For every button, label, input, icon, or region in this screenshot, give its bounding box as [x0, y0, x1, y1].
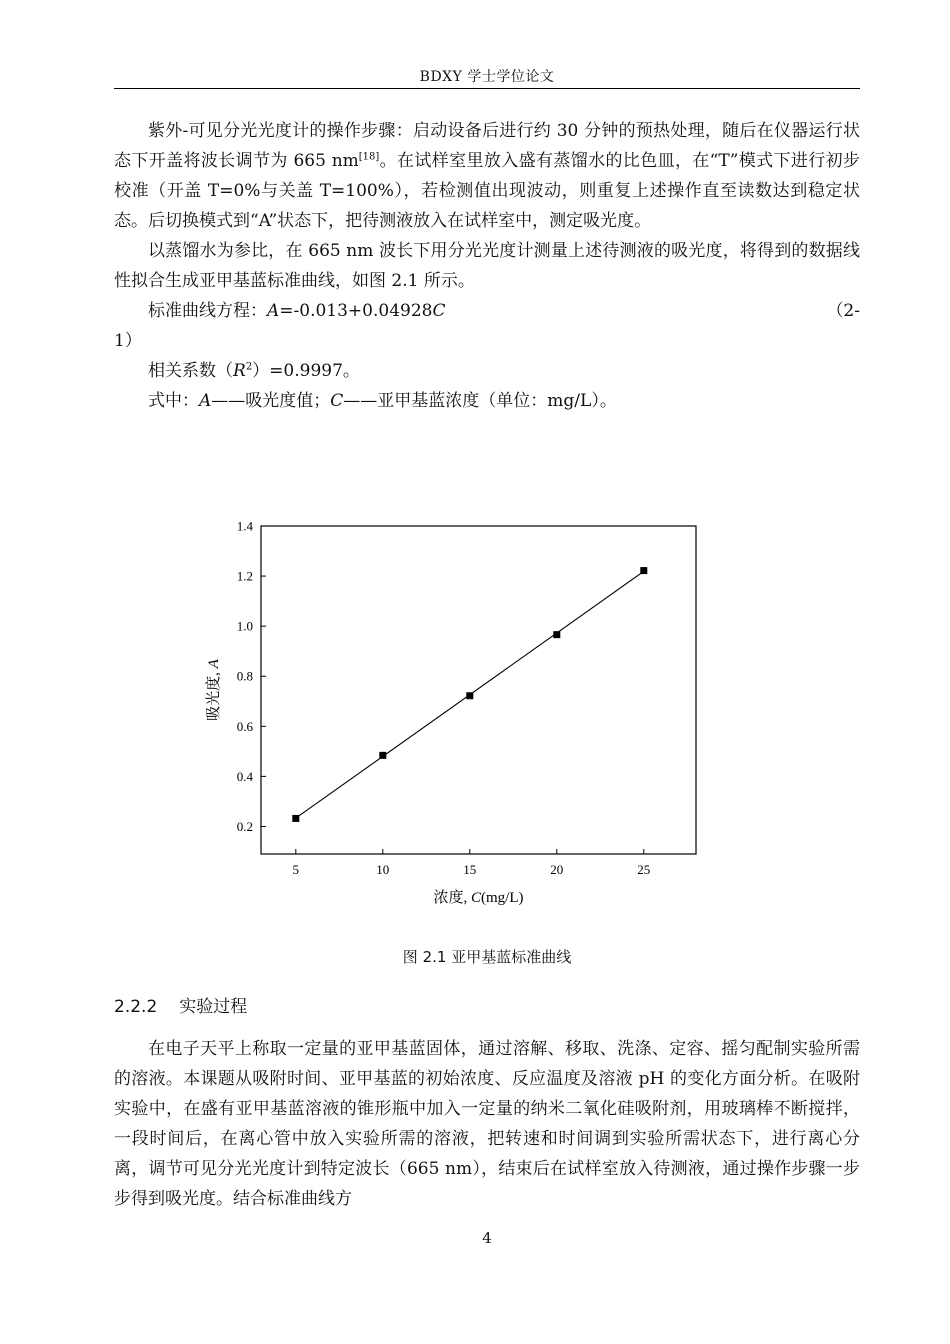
body-top — [114, 116, 860, 416]
x-tick-label: 5 — [292, 862, 300, 877]
data-point — [466, 692, 473, 699]
definition-a-desc: ——吸光度值； — [211, 391, 331, 411]
definition-c: C — [330, 391, 344, 411]
data-point — [379, 752, 386, 759]
paragraph-uv-procedure — [114, 116, 860, 236]
paragraph-experiment: 在电子天平上称取一定量的亚甲基蓝固体，通过溶解、移取、洗涤、定容、摇匀配制实验所需的溶液。本课题从吸附时间、亚甲基蓝的初始浓度、反应温度及溶液 pH 的变化方面分析。在吸附实验中，在盛有亚甲基蓝溶液的锥形瓶中加入一定量的纳米二氧化硅吸附剂，用玻璃棒不断搅拌，一段时间后，在离心管中放入实验所需的溶液，把转速和时间调到实验所需状态下，进行离心分离，调节可见分光光度计到特定波长（665 nm），结束后在试样室放入待测液，通过操作步骤一步步得到吸光度。结合标准曲线方 — [114, 1039, 860, 1209]
x-tick-label: 10 — [376, 862, 390, 877]
equation-var-c: C — [432, 301, 446, 321]
standard-curve-figure — [200, 510, 720, 910]
definition-c-desc: ——亚甲基蓝浓度（单位：mg/L）。 — [343, 391, 617, 411]
equation-label: 标准曲线方程： — [148, 301, 267, 321]
definition-a: A — [199, 391, 212, 411]
paragraph-reference: 以蒸馏水为参比，在 665 nm 波长下用分光光度计测量上述待测液的吸光度，将得到的数据线性拟合生成亚甲基蓝标准曲线，如图 2.1 所示。 — [114, 241, 860, 291]
section-title: 实验过程 — [179, 997, 248, 1017]
x-tick-label: 15 — [463, 862, 477, 877]
paragraph-text: 。在试样室里放入盛有蒸馏水的比色皿，在“T”模式下进行初步校准（开盖 T=0%与关盖 T=100%），若检测值出现波动，则重复上述操作直至读数达到稳定状态。后切换模式到“A”状态下，把待测液放入在试样室中，测定吸光度。 — [114, 151, 860, 231]
y-tick-label: 1.4 — [236, 518, 253, 534]
x-tick-label: 25 — [637, 862, 651, 877]
equation-number: （2- — [826, 301, 860, 321]
y-tick-label: 0.2 — [236, 818, 253, 834]
y-tick-label: 1.0 — [236, 618, 253, 634]
page-header: BDXY 学士学位论文 — [419, 69, 555, 85]
definition-line — [114, 386, 860, 416]
y-axis-label: 吸光度, A — [206, 659, 222, 721]
correlation-value: ）=0.9997。 — [252, 361, 360, 381]
equation-number-cont: 1） — [114, 331, 142, 351]
equation-expr: =-0.013+0.04928 — [279, 301, 433, 321]
standard-curve-chart — [200, 510, 720, 910]
header-rule — [114, 88, 860, 89]
correlation-line — [114, 356, 860, 386]
correlation-label: 相关系数（ — [148, 361, 233, 381]
equation-line — [114, 296, 860, 326]
data-point — [640, 567, 647, 574]
paragraph-text: 紫外-可见分光光度计的操作步骤：启动设备后进行约 30 分钟的预热处理，随后在仪器运行状态下开盖将波长调节为 665 nm — [114, 121, 860, 171]
section-number: 2.2.2 — [114, 997, 158, 1017]
y-tick-label: 0.4 — [236, 768, 253, 784]
data-point — [553, 631, 560, 638]
definition-prefix: 式中： — [148, 391, 199, 411]
plot-frame — [261, 526, 696, 854]
correlation-sup: 2 — [245, 361, 253, 373]
correlation-r: R — [233, 361, 246, 381]
body-bottom — [114, 1034, 860, 1214]
y-tick-label: 0.6 — [236, 718, 253, 734]
x-tick-label: 20 — [550, 862, 564, 877]
y-tick-label: 1.2 — [236, 568, 253, 584]
figure-caption: 图 2.1 亚甲基蓝标准曲线 — [402, 948, 572, 966]
data-point — [292, 815, 299, 822]
citation-ref: [18] — [358, 151, 380, 163]
page-number: 4 — [482, 1229, 492, 1247]
x-axis-label: 浓度, C(mg/L) — [433, 890, 524, 906]
section-heading — [114, 992, 247, 1017]
y-tick-label: 0.8 — [236, 668, 253, 684]
equation-var-a: A — [267, 301, 280, 321]
